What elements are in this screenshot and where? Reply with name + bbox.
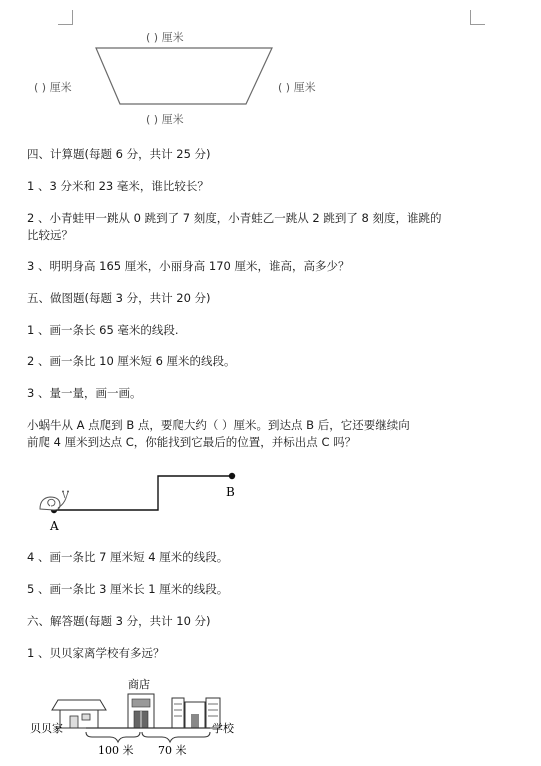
section5-question-1: 1 、画一条长 65 毫米的线段.	[27, 323, 179, 337]
trapezoid-bottom-label: ( ) 厘米	[146, 113, 184, 126]
section6-question-1: 1 、贝贝家离学校有多远？	[27, 646, 165, 660]
section5-question-2: 2 、画一条比 10 厘米短 6 厘米的线段。	[27, 354, 236, 368]
shop-label: 商店	[128, 678, 150, 691]
snail-path-figure	[0, 466, 541, 536]
snail-icon	[40, 491, 69, 511]
snail-path-line	[54, 476, 232, 510]
section4-question-1: 1 、3 分米和 23 毫米，谁比较长？	[27, 179, 209, 193]
distance-diagram	[0, 672, 541, 766]
section6-heading: 六、解答题(每题 3 分，共计 10 分)	[27, 614, 211, 628]
trapezoid-figure	[0, 0, 541, 135]
distance-label-1: 100 米	[98, 744, 134, 757]
trapezoid-right-label: ( ) 厘米	[278, 81, 316, 94]
distance-label-2: 70 米	[158, 744, 187, 757]
snail-problem-line2: 前爬 4 厘米到达点 C，你能找到它最后的位置，并标出点 C 吗？	[27, 435, 357, 449]
section5-heading: 五、做图题(每题 3 分，共计 20 分)	[27, 291, 211, 305]
snail-problem-line1: 小蜗牛从 A 点爬到 B 点，要爬大约（ ）厘米。到达点 B 后，它还要继续向	[27, 418, 410, 432]
section4-question-2-line1: 2 、小青蛙甲一跳从 0 跳到了 7 刻度，小青蛙乙一跳从 2 跳到了 8 刻度，谁跳的	[27, 211, 442, 225]
point-a-label: A	[50, 519, 59, 533]
section5-question-4: 4 、画一条比 7 厘米短 4 厘米的线段。	[27, 550, 229, 564]
point-b-dot	[229, 473, 235, 479]
school-label: 学校	[212, 722, 234, 735]
section4-question-2-line2: 比较远？	[27, 228, 73, 242]
section4-heading: 四、计算题(每题 6 分，共计 25 分)	[27, 147, 211, 161]
section4-question-3: 3 、明明身高 165 厘米，小丽身高 170 厘米，谁高，高多少？	[27, 259, 350, 273]
section5-question-3: 3 、量一量，画一画。	[27, 386, 142, 400]
trapezoid-left-label: ( ) 厘米	[34, 81, 72, 94]
home-label: 贝贝家	[30, 722, 63, 735]
trapezoid-top-label: ( ) 厘米	[146, 31, 184, 44]
point-b-label: B	[226, 485, 235, 499]
distance-brace-1	[86, 732, 140, 742]
distance-brace-2	[142, 732, 210, 742]
section5-question-5: 5 、画一条比 3 厘米长 1 厘米的线段。	[27, 582, 229, 596]
shop-icon	[128, 694, 154, 728]
trapezoid-shape	[96, 48, 272, 104]
